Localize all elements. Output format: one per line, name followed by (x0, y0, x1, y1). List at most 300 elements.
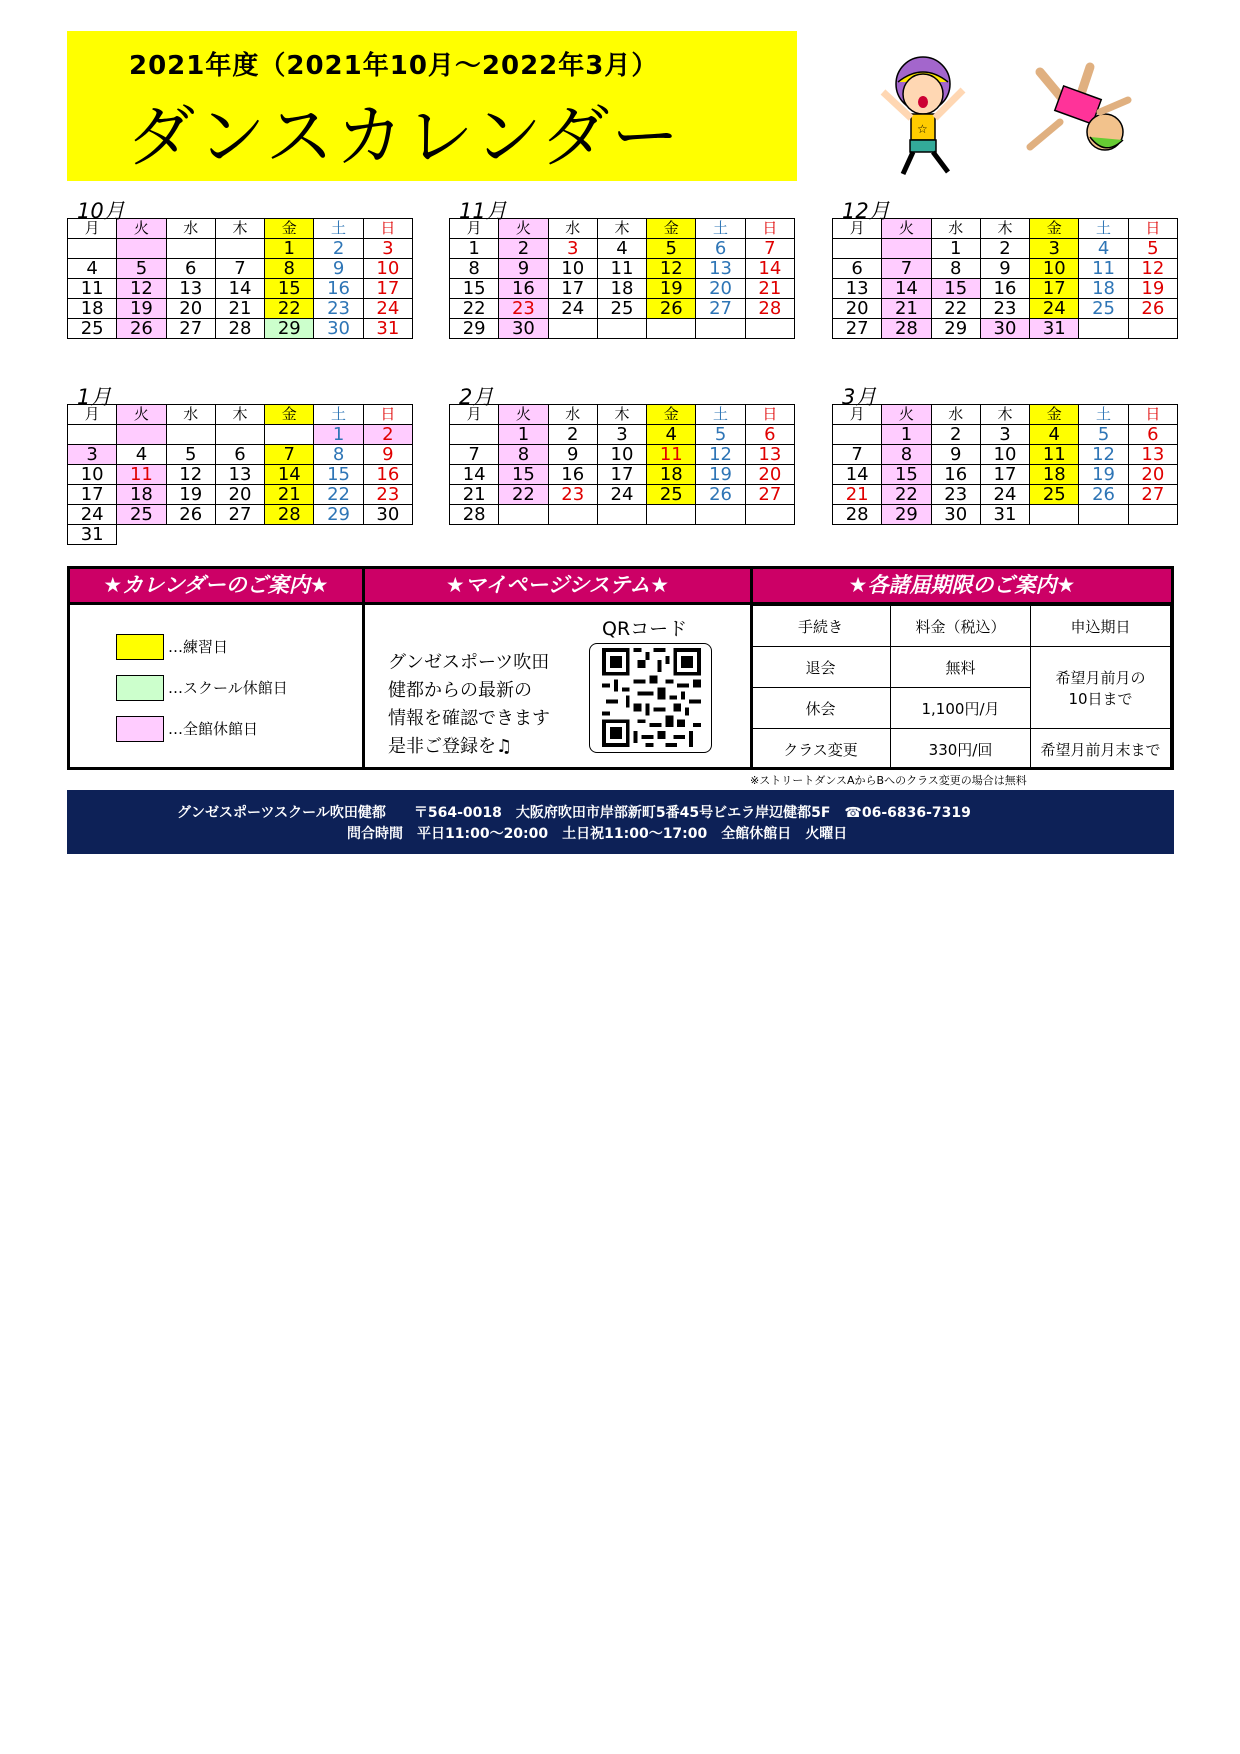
day-cell (499, 505, 548, 525)
day-cell: 5 (696, 425, 745, 445)
empty-cell (314, 525, 363, 545)
weekday-header: 日 (1128, 405, 1177, 425)
day-cell (166, 239, 215, 259)
mypage-header: ★マイページシステム★ (365, 569, 750, 602)
day-cell: 17 (548, 279, 597, 299)
day-cell: 11 (1079, 259, 1128, 279)
day-cell (833, 425, 882, 445)
day-cell: 27 (166, 319, 215, 339)
day-cell: 25 (1030, 485, 1079, 505)
day-cell: 3 (68, 445, 117, 465)
day-cell (597, 505, 646, 525)
day-cell: 29 (931, 319, 980, 339)
weekday-header: 木 (597, 219, 646, 239)
day-cell: 17 (597, 465, 646, 485)
day-cell: 26 (696, 485, 745, 505)
day-cell: 31 (980, 505, 1029, 525)
legend-label: …練習日 (168, 638, 229, 656)
day-cell: 31 (68, 525, 117, 545)
svg-text:☆: ☆ (917, 122, 928, 136)
qr-code-frame[interactable] (589, 643, 712, 753)
day-cell: 23 (499, 299, 548, 319)
day-cell: 9 (314, 259, 363, 279)
day-cell: 2 (548, 425, 597, 445)
calendar-october (67, 199, 413, 339)
day-cell: 14 (882, 279, 931, 299)
day-cell: 19 (166, 485, 215, 505)
fee-amount: 330円/回 (891, 729, 1031, 770)
day-cell: 18 (647, 465, 696, 485)
day-cell: 22 (499, 485, 548, 505)
day-cell: 10 (363, 259, 412, 279)
day-cell: 5 (166, 445, 215, 465)
day-cell: 19 (647, 279, 696, 299)
empty-cell (265, 525, 314, 545)
day-cell: 6 (166, 259, 215, 279)
day-cell (548, 505, 597, 525)
fee-procedure: クラス変更 (751, 729, 891, 770)
fee-deadline: 希望月前月の10日まで (1031, 647, 1171, 729)
weekday-header: 木 (980, 405, 1029, 425)
day-cell: 14 (450, 465, 499, 485)
day-cell: 20 (833, 299, 882, 319)
weekday-header: 木 (215, 405, 264, 425)
title-banner (67, 31, 797, 181)
weekday-header: 日 (745, 219, 794, 239)
day-cell: 9 (980, 259, 1029, 279)
day-cell: 26 (1079, 485, 1128, 505)
day-cell (882, 239, 931, 259)
day-cell: 10 (597, 445, 646, 465)
weekday-header: 水 (166, 219, 215, 239)
day-cell: 10 (68, 465, 117, 485)
weekday-header: 土 (696, 405, 745, 425)
day-cell: 14 (215, 279, 264, 299)
day-cell (117, 425, 166, 445)
legend-swatch (116, 634, 164, 660)
day-cell: 23 (980, 299, 1029, 319)
day-cell: 24 (1030, 299, 1079, 319)
month-title: 11月 (459, 199, 507, 223)
day-cell: 9 (499, 259, 548, 279)
dancer-mascot-illustration (868, 52, 978, 182)
day-cell: 22 (882, 485, 931, 505)
weekday-header: 水 (166, 405, 215, 425)
fee-table (750, 605, 1171, 770)
month-table (832, 404, 1178, 525)
day-cell (548, 319, 597, 339)
day-cell: 3 (597, 425, 646, 445)
day-cell: 23 (314, 299, 363, 319)
weekday-header: 日 (1128, 219, 1177, 239)
day-cell: 24 (597, 485, 646, 505)
month-title: 3月 (842, 385, 877, 409)
day-cell: 27 (215, 505, 264, 525)
day-cell: 12 (166, 465, 215, 485)
day-cell: 10 (980, 445, 1029, 465)
day-cell: 13 (215, 465, 264, 485)
day-cell (450, 425, 499, 445)
day-cell (745, 319, 794, 339)
day-cell: 5 (647, 239, 696, 259)
mypage-line: 健都からの最新の (388, 680, 532, 701)
month-title: 10月 (77, 199, 125, 223)
fee-header: 手続き (751, 606, 891, 647)
day-cell: 15 (314, 465, 363, 485)
day-cell: 26 (166, 505, 215, 525)
day-cell: 18 (117, 485, 166, 505)
day-cell (68, 239, 117, 259)
day-cell: 21 (215, 299, 264, 319)
empty-cell (117, 525, 166, 545)
day-cell: 17 (1030, 279, 1079, 299)
weekday-header: 木 (215, 219, 264, 239)
day-cell: 1 (314, 425, 363, 445)
day-cell: 26 (117, 319, 166, 339)
day-cell: 9 (548, 445, 597, 465)
month-table (67, 218, 413, 339)
day-cell: 9 (931, 445, 980, 465)
day-cell: 29 (450, 319, 499, 339)
day-cell: 4 (68, 259, 117, 279)
day-cell: 2 (931, 425, 980, 445)
mypage-description (388, 649, 550, 761)
day-cell: 12 (647, 259, 696, 279)
day-cell (597, 319, 646, 339)
fee-procedure: 退会 (751, 647, 891, 688)
day-cell: 13 (1128, 445, 1177, 465)
day-cell: 3 (980, 425, 1029, 445)
day-cell: 28 (215, 319, 264, 339)
month-title: 12月 (842, 199, 890, 223)
day-cell: 11 (117, 465, 166, 485)
weekday-header: 月 (68, 219, 117, 239)
weekday-header: 火 (117, 405, 166, 425)
weekday-header: 月 (833, 405, 882, 425)
day-cell: 5 (1079, 425, 1128, 445)
weekday-header: 火 (117, 219, 166, 239)
day-cell (647, 505, 696, 525)
day-cell: 16 (980, 279, 1029, 299)
day-cell: 18 (597, 279, 646, 299)
day-cell: 8 (450, 259, 499, 279)
fee-header: 料金（税込） (891, 606, 1031, 647)
day-cell: 20 (696, 279, 745, 299)
day-cell (166, 425, 215, 445)
day-cell: 9 (363, 445, 412, 465)
page-subtitle: 2021年度（2021年10月～2022年3月） (129, 51, 659, 81)
day-cell: 31 (363, 319, 412, 339)
day-cell: 21 (745, 279, 794, 299)
day-cell: 11 (647, 445, 696, 465)
day-cell: 4 (1030, 425, 1079, 445)
day-cell: 20 (215, 485, 264, 505)
weekday-header: 木 (597, 405, 646, 425)
day-cell: 7 (215, 259, 264, 279)
day-cell: 10 (1030, 259, 1079, 279)
day-cell: 2 (499, 239, 548, 259)
day-cell: 3 (1030, 239, 1079, 259)
weekday-header: 土 (314, 405, 363, 425)
weekday-header: 日 (363, 405, 412, 425)
day-cell: 23 (363, 485, 412, 505)
day-cell: 24 (980, 485, 1029, 505)
day-cell: 7 (450, 445, 499, 465)
day-cell (1128, 319, 1177, 339)
day-cell: 25 (68, 319, 117, 339)
legend-label: …全館休館日 (168, 720, 259, 738)
day-cell: 8 (265, 259, 314, 279)
deadline-header: ★各諸届期限のご案内★ (753, 569, 1171, 602)
day-cell: 25 (117, 505, 166, 525)
day-cell: 20 (1128, 465, 1177, 485)
day-cell: 2 (363, 425, 412, 445)
day-cell: 22 (931, 299, 980, 319)
weekday-header: 月 (833, 219, 882, 239)
day-cell (1030, 505, 1079, 525)
month-title: 2月 (459, 385, 494, 409)
day-cell: 27 (696, 299, 745, 319)
fee-amount: 1,100円/月 (891, 688, 1031, 729)
day-cell: 12 (1128, 259, 1177, 279)
day-cell: 24 (68, 505, 117, 525)
day-cell: 21 (450, 485, 499, 505)
footer-address: グンゼスポーツスクール吹田健都 〒564-0018 大阪府吹田市岸部新町5番45号ビエラ岸辺健都5F ☎06-6836-7319 (177, 805, 971, 821)
legend-swatch (116, 675, 164, 701)
weekday-header: 日 (745, 405, 794, 425)
weekday-header: 月 (450, 219, 499, 239)
day-cell: 13 (833, 279, 882, 299)
weekday-header: 水 (548, 219, 597, 239)
day-cell: 12 (117, 279, 166, 299)
page-title: ダンスカレンダー (127, 98, 682, 177)
day-cell: 7 (882, 259, 931, 279)
day-cell: 7 (265, 445, 314, 465)
weekday-header: 金 (1030, 219, 1079, 239)
qr-label: QRコード (602, 618, 688, 640)
month-table (449, 404, 795, 525)
day-cell: 14 (833, 465, 882, 485)
day-cell: 23 (548, 485, 597, 505)
day-cell: 22 (450, 299, 499, 319)
weekday-header: 日 (363, 219, 412, 239)
day-cell: 24 (548, 299, 597, 319)
fee-amount: 無料 (891, 647, 1031, 688)
info-panel (67, 566, 1174, 770)
weekday-header: 金 (265, 405, 314, 425)
footnote: ※ストリートダンスAからBへのクラス変更の場合は無料 (750, 774, 1027, 787)
day-cell: 15 (499, 465, 548, 485)
mypage-line: 是非ご登録を♫ (388, 736, 513, 757)
day-cell: 5 (117, 259, 166, 279)
weekday-header: 火 (882, 405, 931, 425)
day-cell: 6 (745, 425, 794, 445)
weekday-header: 土 (314, 219, 363, 239)
mypage-line: 情報を確認できます (388, 708, 550, 729)
day-cell: 8 (499, 445, 548, 465)
day-cell: 22 (314, 485, 363, 505)
day-cell: 31 (1030, 319, 1079, 339)
day-cell: 25 (1079, 299, 1128, 319)
day-cell: 19 (696, 465, 745, 485)
day-cell (833, 239, 882, 259)
day-cell: 13 (745, 445, 794, 465)
day-cell: 15 (450, 279, 499, 299)
day-cell: 13 (696, 259, 745, 279)
day-cell (215, 425, 264, 445)
day-cell: 16 (314, 279, 363, 299)
day-cell: 27 (833, 319, 882, 339)
footer-bar (67, 790, 1174, 854)
calendar-december (832, 199, 1178, 339)
day-cell: 28 (833, 505, 882, 525)
breakdancer-mascot-illustration (1020, 52, 1140, 162)
day-cell: 11 (68, 279, 117, 299)
day-cell: 17 (68, 485, 117, 505)
day-cell (1128, 505, 1177, 525)
day-cell: 25 (597, 299, 646, 319)
calendar-february (449, 385, 795, 525)
weekday-header: 土 (696, 219, 745, 239)
day-cell: 4 (597, 239, 646, 259)
fee-procedure: 休会 (751, 688, 891, 729)
day-cell: 6 (833, 259, 882, 279)
day-cell: 19 (1079, 465, 1128, 485)
day-cell: 6 (215, 445, 264, 465)
day-cell (1079, 319, 1128, 339)
weekday-header: 水 (931, 219, 980, 239)
day-cell (1079, 505, 1128, 525)
day-cell: 18 (1030, 465, 1079, 485)
month-table (67, 404, 413, 545)
day-cell: 3 (548, 239, 597, 259)
day-cell: 21 (833, 485, 882, 505)
legend-swatch (116, 716, 164, 742)
day-cell: 28 (450, 505, 499, 525)
day-cell: 25 (647, 485, 696, 505)
day-cell: 11 (597, 259, 646, 279)
day-cell: 30 (363, 505, 412, 525)
day-cell: 8 (931, 259, 980, 279)
day-cell: 20 (745, 465, 794, 485)
day-cell: 6 (1128, 425, 1177, 445)
day-cell: 4 (647, 425, 696, 445)
weekday-header: 土 (1079, 405, 1128, 425)
day-cell: 1 (499, 425, 548, 445)
day-cell: 6 (696, 239, 745, 259)
weekday-header: 水 (931, 405, 980, 425)
weekday-header: 水 (548, 405, 597, 425)
day-cell: 7 (745, 239, 794, 259)
day-cell: 26 (647, 299, 696, 319)
weekday-header: 金 (647, 405, 696, 425)
legend-label: …スクール休館日 (168, 679, 288, 697)
day-cell: 4 (1079, 239, 1128, 259)
day-cell: 21 (265, 485, 314, 505)
day-cell: 24 (363, 299, 412, 319)
day-cell: 28 (265, 505, 314, 525)
day-cell: 1 (265, 239, 314, 259)
day-cell: 29 (314, 505, 363, 525)
footer-hours: 問合時間 平日11:00～20:00 土日祝11:00～17:00 全館休館日 火曜日 (347, 826, 848, 842)
day-cell: 11 (1030, 445, 1079, 465)
weekday-header: 火 (499, 219, 548, 239)
day-cell: 17 (980, 465, 1029, 485)
day-cell: 27 (745, 485, 794, 505)
day-cell (215, 239, 264, 259)
day-cell: 5 (1128, 239, 1177, 259)
day-cell: 15 (265, 279, 314, 299)
day-cell: 10 (548, 259, 597, 279)
day-cell: 18 (68, 299, 117, 319)
calendar-guide-header: ★カレンダーのご案内★ (70, 569, 362, 602)
divider (362, 569, 365, 767)
weekday-header: 金 (265, 219, 314, 239)
day-cell: 14 (745, 259, 794, 279)
day-cell: 17 (363, 279, 412, 299)
empty-cell (166, 525, 215, 545)
day-cell: 22 (265, 299, 314, 319)
day-cell: 7 (833, 445, 882, 465)
day-cell (265, 425, 314, 445)
day-cell: 3 (363, 239, 412, 259)
day-cell: 29 (265, 319, 314, 339)
empty-cell (363, 525, 412, 545)
day-cell: 1 (882, 425, 931, 445)
day-cell: 16 (499, 279, 548, 299)
day-cell: 18 (1079, 279, 1128, 299)
day-cell (696, 505, 745, 525)
month-table (832, 218, 1178, 339)
weekday-header: 火 (499, 405, 548, 425)
day-cell: 14 (265, 465, 314, 485)
month-title: 1月 (77, 385, 112, 409)
day-cell: 23 (931, 485, 980, 505)
day-cell: 30 (314, 319, 363, 339)
fee-deadline: 希望月前月末まで (1031, 729, 1171, 770)
weekday-header: 金 (1030, 405, 1079, 425)
qr-code-icon[interactable] (602, 648, 701, 747)
weekday-header: 金 (647, 219, 696, 239)
day-cell: 1 (931, 239, 980, 259)
weekday-header: 火 (882, 219, 931, 239)
day-cell: 15 (931, 279, 980, 299)
day-cell: 19 (117, 299, 166, 319)
day-cell: 16 (931, 465, 980, 485)
day-cell: 21 (882, 299, 931, 319)
day-cell: 16 (548, 465, 597, 485)
day-cell: 26 (1128, 299, 1177, 319)
weekday-header: 土 (1079, 219, 1128, 239)
day-cell (745, 505, 794, 525)
day-cell (68, 425, 117, 445)
day-cell: 2 (314, 239, 363, 259)
day-cell: 30 (980, 319, 1029, 339)
day-cell: 15 (882, 465, 931, 485)
calendar-november (449, 199, 795, 339)
day-cell: 20 (166, 299, 215, 319)
weekday-header: 木 (980, 219, 1029, 239)
day-cell: 19 (1128, 279, 1177, 299)
day-cell (696, 319, 745, 339)
day-cell: 16 (363, 465, 412, 485)
day-cell: 30 (931, 505, 980, 525)
weekday-header: 月 (450, 405, 499, 425)
day-cell: 12 (1079, 445, 1128, 465)
day-cell: 27 (1128, 485, 1177, 505)
weekday-header: 月 (68, 405, 117, 425)
mypage-line: グンゼスポーツ吹田 (388, 652, 550, 673)
